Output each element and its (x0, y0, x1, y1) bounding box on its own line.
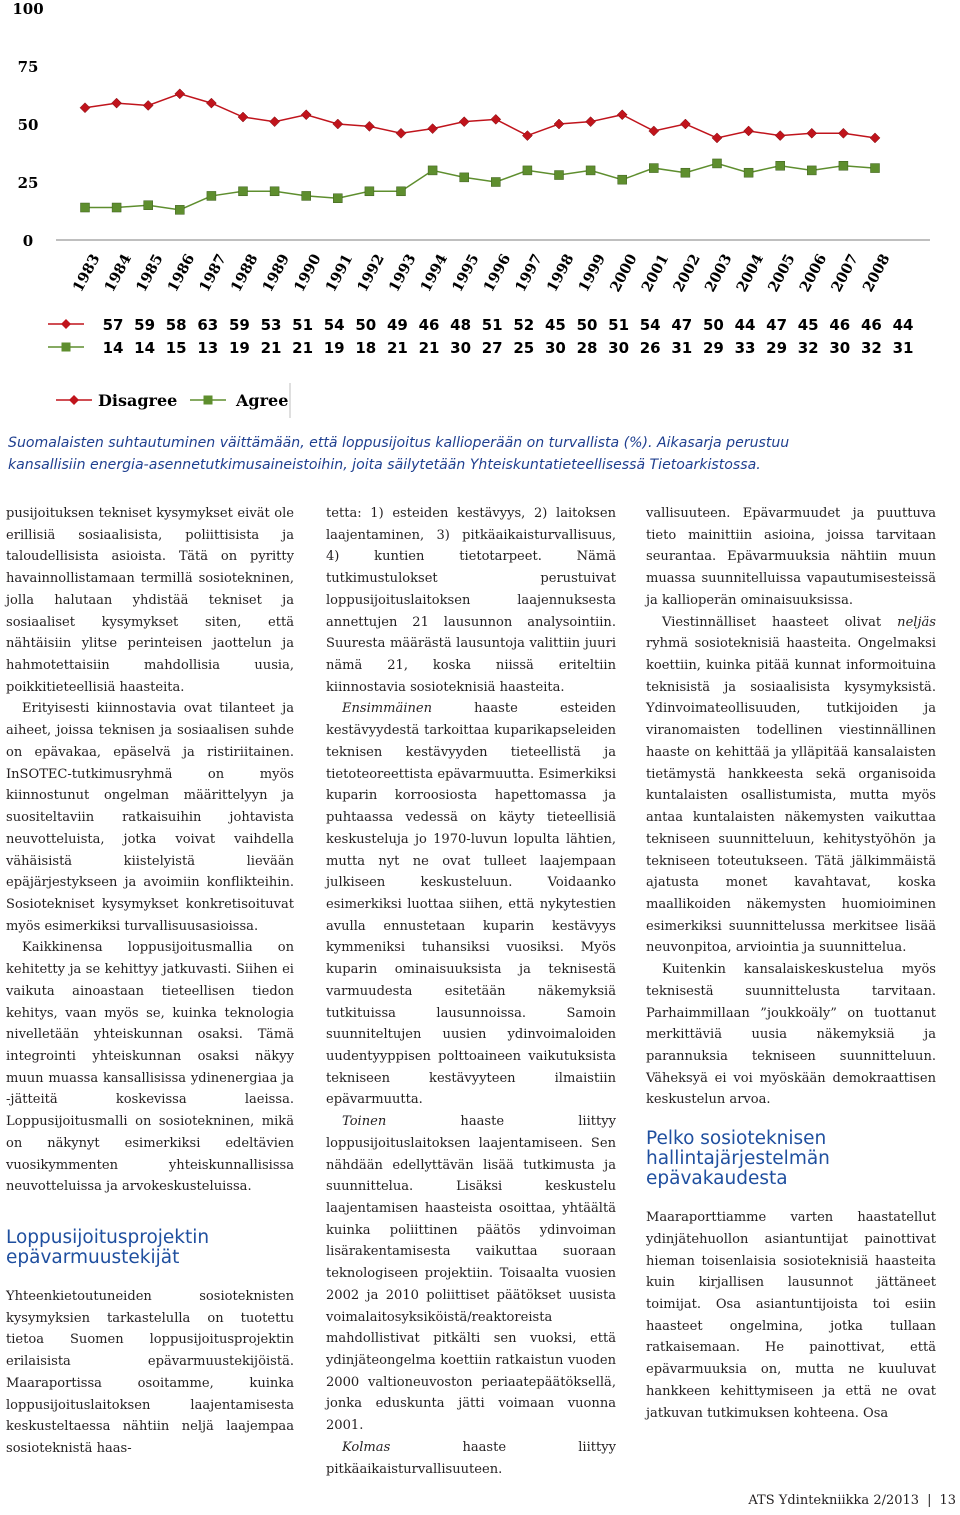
data-point-agree (175, 205, 184, 214)
paragraph: pusijoituksen tekniset kysymykset eivät ole erillisiä sosiaalisista, poliittisista ja taloudellisista asioista. Tätä on pyritty havainnollistamaan termillä sosiotekninen, jolla halutaan yhdistää tekniset ja sosiaaliset kysymykset siten, että nähtäisiin ylitse perinteisen jaottelun ja hahmotettaisiin mahdollisia uusia, poikkitieteellisiä haasteita. (6, 506, 294, 695)
table-cell: 18 (355, 339, 377, 357)
legend-key-marker (69, 395, 79, 405)
x-tick-label: 1999 (575, 251, 610, 295)
data-point-disagree (364, 121, 374, 131)
paragraph (326, 698, 616, 1111)
caption-line-2: kansallisiin energia-asennetutkimusaineistoihin, joita säilytetään Yhteiskuntatieteellisessä Tietoarkistossa. (8, 457, 761, 473)
data-point-agree (333, 194, 342, 203)
legend-label: Agree (236, 391, 289, 410)
x-tick-label: 1995 (448, 251, 483, 295)
data-point-agree (681, 168, 690, 177)
data-point-disagree (333, 119, 343, 129)
data-point-agree (713, 159, 722, 168)
x-tick-label: 1993 (385, 251, 420, 295)
paragraph: Yhteenkietoutuneiden sosioteknisten kysymyksien tarkastelulla on tuotettu tietoa Suomen loppusijoitusprojektin erilaisista epävarmuustekijöistä. Maaraportissa osoitamme, kuinka loppusijoituslaitoksen laajentamisesta keskusteltaessa nähtiin neljä laajempaa sosioteknistä haas- (6, 1289, 294, 1457)
data-point-disagree (586, 117, 596, 127)
data-point-agree (112, 203, 121, 212)
table-cell: 54 (323, 316, 345, 334)
data-point-agree (744, 168, 753, 177)
x-tick-label: 2000 (606, 251, 641, 295)
line-chart (0, 0, 960, 430)
emphasis: Ensimmäinen (342, 701, 433, 717)
data-point-disagree (522, 131, 532, 141)
data-point-disagree (270, 117, 280, 127)
x-tick-label: 2002 (669, 251, 704, 295)
page-footer (748, 1493, 956, 1508)
table-cell: 47 (671, 316, 693, 334)
table-cell: 30 (608, 339, 630, 357)
caption-line-1: Suomalaisten suhtautuminen väittämään, että loppusijoitus kallioperään on turvallista (%). Aikasarja perustuu (8, 435, 790, 451)
data-table (48, 316, 913, 357)
section-heading: Pelko sosioteknisen hallintajärjestelmän epävakaudesta (646, 1128, 830, 1190)
table-cell: 25 (513, 339, 535, 357)
text-column-1 (6, 503, 294, 1460)
emphasis: neljäs (897, 614, 936, 630)
table-cell: 46 (860, 316, 882, 334)
x-tick-label: 1986 (164, 251, 199, 295)
y-tick-label: 50 (17, 116, 39, 134)
table-cell: 57 (102, 316, 124, 334)
y-tick-label: 100 (12, 0, 44, 18)
data-point-agree (491, 178, 500, 187)
x-tick-label: 2004 (733, 251, 768, 295)
table-cell: 30 (544, 339, 566, 357)
table-cell: 51 (481, 316, 503, 334)
paragraph: Maaraporttiamme varten haastatellut ydinjätehuollon asiantuntijat painottivat hieman toisenlaisia sosioteknisiä haasteita kuin kirjallisen lausunnot jättäneet toimijat. Osa asiantuntijoista toi esiin haasteet ongelmina, jotka tullaan ratkaisemaan. He painottivat, että epävarmuuksia on, mutta ne kuuluvat hankkeen kehittymiseen ja että ne ovat jatkuvan tutkimuksen kohteena. Osa (646, 1210, 936, 1421)
x-tick-label: 1988 (227, 251, 262, 295)
data-point-agree (555, 171, 564, 180)
data-point-disagree (807, 128, 817, 138)
paragraph: Erityisesti kiinnostavia ovat tilanteet ja aiheet, joissa teknisen ja sosiaalisen suhde on epävakaa, epäselvä ja ristiriitainen. InSOTEC-tutkimusryhmä on myös kiinnostunut ongelman määrittelyyn ja suositeltaviin ratkaisuihin johtavista neuvotteluista, jotka voivat vaihdella vähäisistä kiistelyistä lievään epäjärjestykseen ja avoimiin konflikteihin. Sosiotekniset kysymykset konkretisoituvat myös esimerkiksi turvallisuusasioissa. (6, 701, 294, 934)
y-axis-ticks (12, 0, 43, 250)
data-point-agree (365, 187, 374, 196)
figure-caption (8, 432, 953, 476)
series-lines (80, 89, 880, 215)
paragraph: Kaikkinensa loppusijoitusmallia on kehitetty ja se kehittyy jatkuvasti. Siihen ei vaikuta ainoastaan tieteellisen tiedon kehitys, vaan myös se, kuinka teknologia nivelletään yhteiskunnan osaksi. Tämä integrointi yhteiskunnan osaksi näkyy muun muassa kansallisissa ydinenergiaa ja -jätteitä koskevissa laeissa. Loppusijoitusmalli on sosiotekninen, mikä on näkynyt esimerkiksi edeltävien vuosikymmenten yhteiskunnallisissa neuvotteluissa ja arvokeskusteluissa. (6, 940, 294, 1195)
text-column-2 (326, 503, 616, 1480)
table-cell: 47 (766, 316, 788, 334)
table-cell: 29 (702, 339, 724, 357)
paragraph: tetta: 1) esteiden kestävyys, 2) laitoksen laajentaminen, 3) pitkäaikaisturvallisuus, 4) kuntien tietotarpeet. Nämä tutkimustulokset perustuivat loppusijoituslaitoksen laajennuksesta annettujen 21 lausunnon analysointiin. Suuresta määrästä lausuntoja valittiin juuri nämä 21, koska niissä eriteltiin kiinnostavia sosioteknisiä haasteita. (326, 506, 616, 695)
data-point-disagree (775, 131, 785, 141)
legend-key-marker (204, 396, 213, 405)
table-cell: 14 (134, 339, 156, 357)
table-cell: 59 (228, 316, 250, 334)
table-cell: 21 (292, 339, 314, 357)
table-cell: 21 (260, 339, 282, 357)
legend-label: Disagree (98, 391, 178, 410)
series-line-agree (85, 163, 875, 209)
y-tick-label: 75 (17, 58, 39, 76)
x-axis-ticks (70, 251, 894, 295)
table-cell: 28 (576, 339, 598, 357)
data-point-disagree (396, 128, 406, 138)
table-cell: 15 (165, 339, 187, 357)
table-cell: 51 (292, 316, 314, 334)
table-cell: 44 (892, 316, 914, 334)
table-cell: 32 (797, 339, 819, 357)
data-point-disagree (143, 100, 153, 110)
x-tick-label: 2006 (796, 251, 831, 295)
data-point-disagree (206, 98, 216, 108)
table-cell: 51 (608, 316, 630, 334)
chart-legend (56, 383, 290, 418)
data-point-agree (81, 203, 90, 212)
paragraph-text: ryhmä sosioteknisiä haasteita. Ongelmaksi koettiin, kuinka pitää kunnat informoituina teknisistä ja sosiaalisista kysymyksistä. Ydinvoimateollisuuden, tutkijoiden ja viranomaisten todellinen viestinnällinen haaste on kehittää ja ylläpitää kansalaisten tietämystä hankkeesta sekä organisoida kuntalaisten osallistumista, mutta myös antaa kuntalaisten näkemysten vaikuttaa tekniseen suunnitteluun, kehitystyöhön ja tekniseen toteutukseen. Tätä jälkimmäistä ajatusta monet kavahtavat, koska maallikoiden näkemysten huomioiminen esimerkiksi suunnittelussa merkitsee lisää neuvonpitoa, arviointia ja suunnittelua. (646, 636, 936, 956)
journal-name: ATS Ydintekniikka 2/2013 (748, 1493, 920, 1508)
data-point-agree (807, 166, 816, 175)
data-point-agree (428, 166, 437, 175)
table-cell: 63 (197, 316, 219, 334)
x-tick-label: 1998 (543, 251, 578, 295)
paragraph (646, 612, 936, 960)
paragraph-text: haaste liittyy loppusijoituslaitoksen laajentamiseen. Sen nähdään edellyttävän lisää tutkimusta ja suunnittelua. Lisäksi keskustelu laajentamisen haasteista osoittaa, yhtäältä kuinka poliittinen päätös ydinvoiman lisärakentamisesta vaikuttaa suoraan teknologiseen projektiin. Toisaalta vuosien 2002 ja 2010 poliittiset päätökset uusista voimalaitosyksiköistä/reaktoreista mahdollistivat pitkälti sen vuoksi, että ydinjäteongelma koettiin ratkaistun vuoden 2000 valtioneuvoston periaatepäätöksellä, jonka eduskunta jätti voimaan vuonna 2001. (326, 1114, 616, 1434)
x-tick-label: 2001 (638, 251, 673, 295)
data-point-disagree (112, 98, 122, 108)
data-point-agree (839, 161, 848, 170)
emphasis: Toinen (342, 1114, 387, 1130)
table-cell: 14 (102, 339, 124, 357)
table-cell: 49 (386, 316, 408, 334)
paragraph: vallisuuteen. Epävarmuudet ja puuttuva tieto mainittiin asioina, joissa tarvitaan seurantaa. Epävarmuuksia nähtiin muun muassa suunnitelluissa vapautumisesteissä ja kallioperän ominaisuuksissa. (646, 506, 936, 608)
paragraph (326, 1111, 616, 1437)
table-cell: 50 (702, 316, 724, 334)
x-tick-label: 1983 (69, 251, 104, 295)
table-cell: 45 (544, 316, 566, 334)
x-tick-label: 2008 (859, 251, 894, 295)
x-tick-label: 2007 (827, 251, 862, 295)
data-point-agree (207, 191, 216, 200)
data-point-disagree (80, 103, 90, 113)
x-tick-label: 1997 (511, 251, 546, 295)
data-point-agree (144, 201, 153, 210)
paragraph-text: haaste esteiden kestävyydestä tarkoittaa kuparikapseleiden teknisen kestävyyden tieteellistä ja tietoteoreettista epävarmuutta. Esimerkiksi kuparin korroosiosta hapettomassa ja puhtaassa vedessä on käyty tieteellisiä keskusteluja jo 1970-luvun lopulta lähtien, mutta nyt ne ovat tulleet laajempaan julkiseen keskusteluun. Voidaanko esimerkiksi luottaa siihen, että nykytestien avulla ennustetaan kuparin kestävyys kymmeniksi tuhansiksi vuosiksi. Myös kuparin ominaisuuksista ja teknisestä varmuudesta esitetään näkemyksiä tutkituissa lausunnoissa. Samoin suunniteltujen uusien ydinvoimaloiden uudentyyppisen polttoaineen vaikutuksista tekniseen kestävyyteen ilmaistiin epävarmuutta. (326, 701, 616, 1108)
table-cell: 26 (639, 339, 661, 357)
data-point-disagree (238, 112, 248, 122)
table-cell: 31 (671, 339, 693, 357)
table-cell: 45 (797, 316, 819, 334)
table-cell: 59 (134, 316, 156, 334)
data-point-disagree (649, 126, 659, 136)
table-row-key-marker (61, 319, 71, 329)
data-point-disagree (838, 128, 848, 138)
table-cell: 33 (734, 339, 756, 357)
x-tick-label: 1984 (101, 251, 136, 295)
x-tick-label: 1990 (290, 251, 325, 295)
paragraph: Kuitenkin kansalaiskeskustelua myös teknisestä suunnittelusta tarvitaan. Parhaimmillaan ”joukkoäly” on tuottanut merkittäviä uusia näkemyksiä ja parannuksia tekniseen suunnitteluun. Väheksyä ei voi myöskään demokraattisen keskustelun arvoa. (646, 962, 936, 1108)
data-point-disagree (175, 89, 185, 99)
x-tick-label: 1996 (480, 251, 515, 295)
page-number: 13 (939, 1493, 956, 1508)
data-point-agree (649, 164, 658, 173)
series-line-disagree (85, 94, 875, 138)
table-cell: 19 (323, 339, 345, 357)
x-tick-label: 1989 (259, 251, 294, 295)
table-cell: 32 (860, 339, 882, 357)
table-cell: 19 (228, 339, 250, 357)
data-point-agree (397, 187, 406, 196)
data-point-disagree (491, 114, 501, 124)
x-tick-label: 1991 (322, 251, 357, 295)
x-tick-label: 2005 (764, 251, 799, 295)
table-cell: 58 (165, 316, 187, 334)
data-point-agree (270, 187, 279, 196)
data-point-disagree (617, 110, 627, 120)
data-point-agree (586, 166, 595, 175)
data-point-agree (239, 187, 248, 196)
table-cell: 13 (197, 339, 219, 357)
table-cell: 29 (766, 339, 788, 357)
table-cell: 21 (386, 339, 408, 357)
paragraph (326, 1437, 616, 1480)
x-tick-label: 1992 (353, 251, 388, 295)
text-column-3 (646, 503, 936, 1424)
x-tick-label: 1987 (195, 251, 230, 295)
table-cell: 53 (260, 316, 282, 334)
table-cell: 54 (639, 316, 661, 334)
x-tick-label: 2003 (701, 251, 736, 295)
data-point-disagree (744, 126, 754, 136)
data-point-agree (523, 166, 532, 175)
data-point-disagree (870, 133, 880, 143)
table-cell: 50 (355, 316, 377, 334)
table-row-key-marker (62, 343, 71, 352)
table-cell: 30 (829, 339, 851, 357)
table-cell: 48 (450, 316, 472, 334)
table-cell: 46 (418, 316, 440, 334)
data-point-agree (460, 173, 469, 182)
data-point-disagree (554, 119, 564, 129)
data-point-disagree (712, 133, 722, 143)
data-point-agree (776, 161, 785, 170)
table-cell: 52 (513, 316, 535, 334)
y-tick-label: 25 (17, 174, 39, 192)
table-cell: 46 (829, 316, 851, 334)
table-cell: 21 (418, 339, 440, 357)
data-point-disagree (301, 110, 311, 120)
data-point-agree (302, 191, 311, 200)
data-point-disagree (459, 117, 469, 127)
table-cell: 31 (892, 339, 914, 357)
data-point-agree (871, 164, 880, 173)
data-point-disagree (680, 119, 690, 129)
x-tick-label: 1985 (132, 251, 167, 295)
emphasis: Kolmas (342, 1439, 391, 1455)
footer-divider: | (927, 1493, 932, 1508)
table-cell: 27 (481, 339, 503, 357)
data-point-disagree (428, 124, 438, 134)
paragraph-text: haaste liittyy pitkäaikaisturvallisuuteen. (326, 1439, 616, 1477)
table-cell: 30 (450, 339, 472, 357)
table-cell: 44 (734, 316, 756, 334)
data-point-agree (618, 175, 627, 184)
section-heading: Loppusijoitusprojektin epävarmuustekijät (6, 1227, 210, 1268)
table-cell: 50 (576, 316, 598, 334)
x-tick-label: 1994 (417, 251, 452, 295)
paragraph-text: Viestinnälliset haasteet olivat (662, 614, 898, 630)
y-tick-label: 0 (22, 232, 34, 250)
